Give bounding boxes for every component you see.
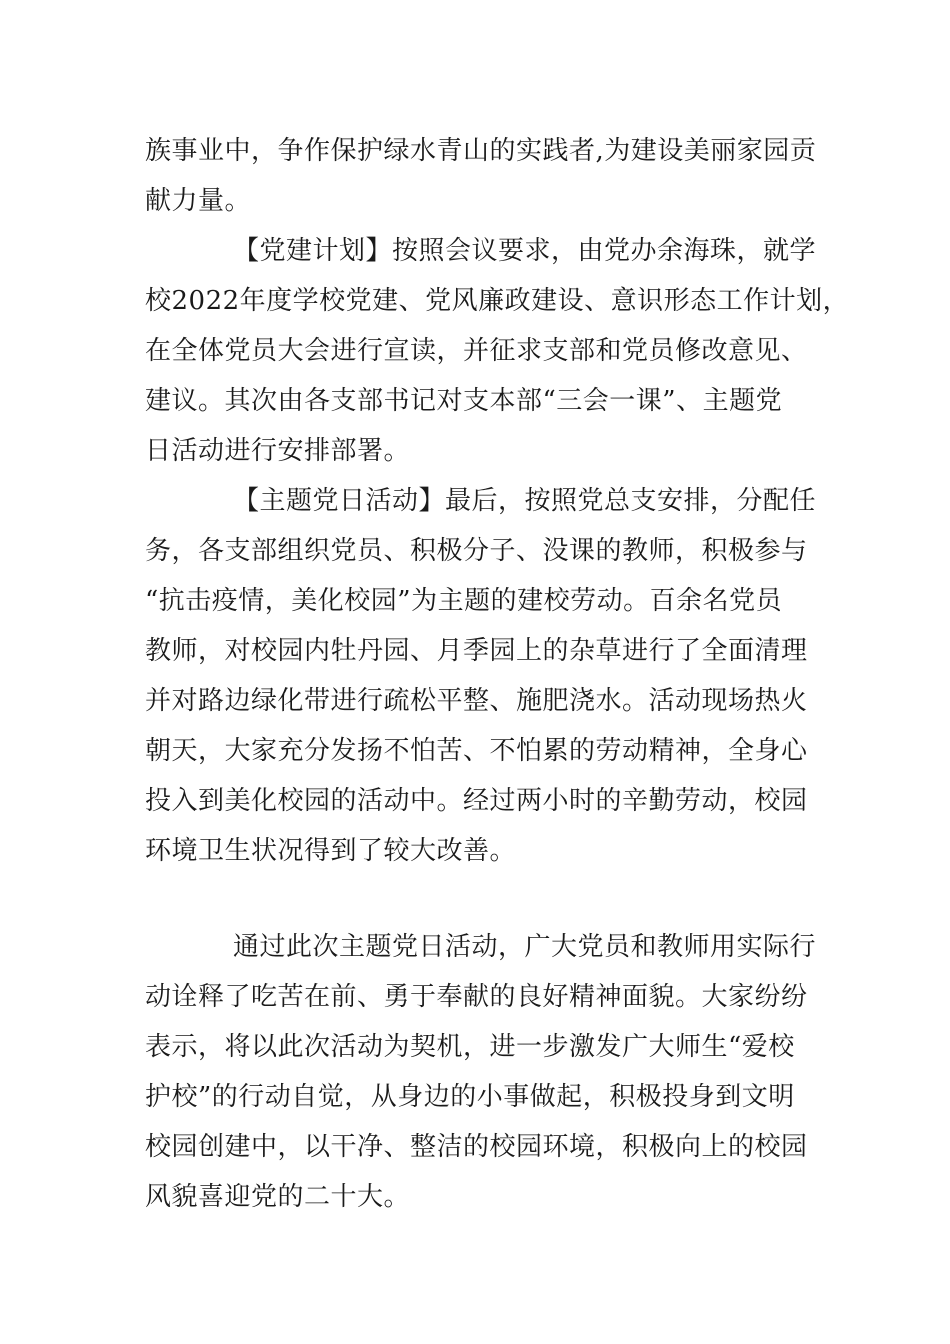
paragraph-line: 通过此次主题党日活动，广大党员和教师用实际行 bbox=[233, 932, 817, 962]
paragraph-line: 并对路边绿化带进行疏松平整、施肥浇水。活动现场热火 bbox=[145, 686, 808, 716]
paragraph-line: 献力量。 bbox=[145, 186, 252, 216]
paragraph-line: 【党建计划】按照会议要求，由党办余海珠，就学 bbox=[233, 236, 817, 266]
paragraph-line: 风貌喜迎党的二十大。 bbox=[145, 1182, 411, 1212]
paragraph-line: 日活动进行安排部署。 bbox=[145, 436, 411, 466]
paragraph-line: 教师，对校园内牡丹园、月季园上的杂草进行了全面清理 bbox=[145, 636, 808, 666]
paragraph-line: 【主题党日活动】最后，按照党总支安排，分配任 bbox=[233, 486, 817, 516]
paragraph-line: 在全体党员大会进行宣读，并征求支部和党员修改意见、 bbox=[145, 336, 808, 366]
paragraph-line: 动诠释了吃苦在前、勇于奉献的良好精神面貌。大家纷纷 bbox=[145, 982, 808, 1012]
paragraph-line: 护校”的行动自觉，从身边的小事做起，积极投身到文明 bbox=[145, 1082, 795, 1112]
paragraph-theme-day-activity bbox=[145, 476, 817, 876]
paragraph-1 bbox=[145, 126, 817, 226]
paragraph-line: 建议。其次由各支部书记对支本部“三会一课”、主题党 bbox=[145, 386, 783, 416]
paragraph-line: 务，各支部组织党员、积极分子、没课的教师，积极参与 bbox=[145, 536, 808, 566]
paragraph-line: 族事业中，争作保护绿水青山的实践者,为建设美丽家园贡 bbox=[145, 136, 817, 166]
paragraph-line: 环境卫生状况得到了较大改善。 bbox=[145, 836, 517, 866]
paragraph-line: “抗击疫情，美化校园”为主题的建校劳动。百余名党员 bbox=[145, 586, 783, 616]
paragraph-conclusion bbox=[145, 922, 817, 1222]
paragraph-line: 表示，将以此次活动为契机，进一步激发广大师生“爱校 bbox=[145, 1032, 795, 1062]
paragraph-line: 朝天，大家充分发扬不怕苦、不怕累的劳动精神，全身心 bbox=[145, 736, 808, 766]
paragraph-party-building-plan bbox=[145, 226, 850, 476]
paragraph-line: 校2022年度学校党建、党风廉政建设、意识形态工作计划， bbox=[145, 286, 850, 316]
paragraph-line: 投入到美化校园的活动中。经过两小时的辛勤劳动，校园 bbox=[145, 786, 808, 816]
paragraph-line: 校园创建中，以干净、整洁的校园环境，积极向上的校园 bbox=[145, 1132, 808, 1162]
